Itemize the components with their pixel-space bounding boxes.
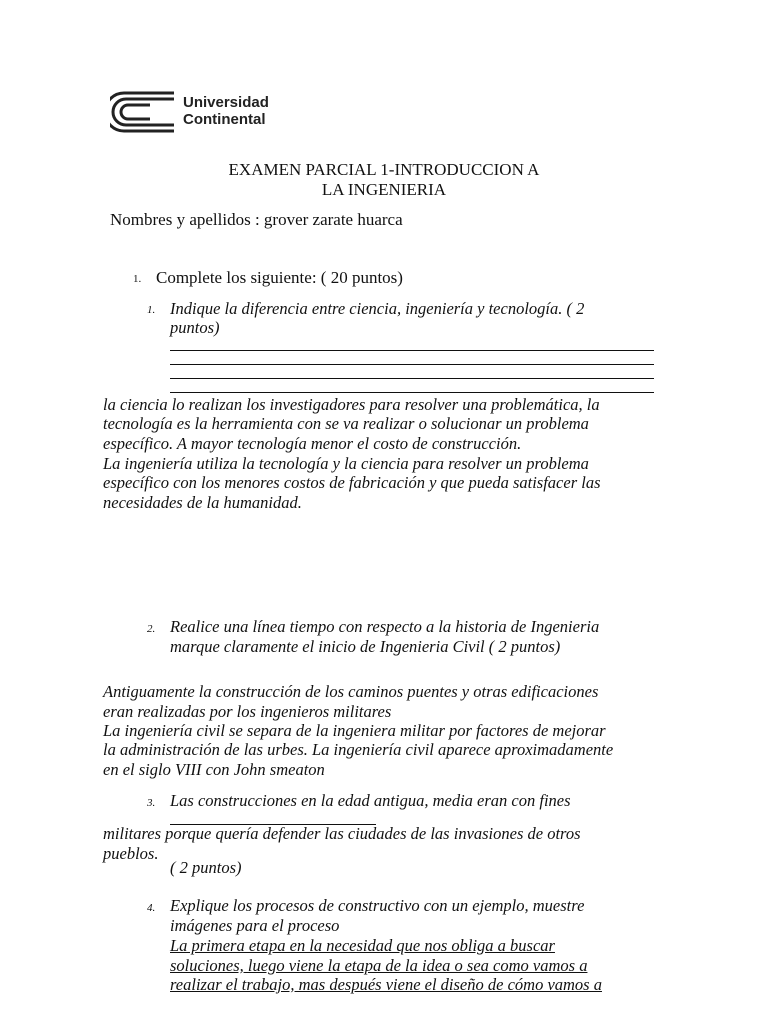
question-1-line-2: puntos) (170, 318, 220, 337)
question-1-number: 1. (147, 304, 156, 316)
question-4-number: 4. (147, 902, 156, 914)
question-2-line-1: Realice una línea tiempo con respecto a la historia de Ingenieria (170, 617, 600, 636)
question-3-line-1: Las construcciones en la edad antigua, media eran con fines (170, 791, 571, 810)
answer-line: Antiguamente la construcción de los caminos puentes y otras edificaciones (103, 682, 599, 701)
university-logo-icon (110, 90, 176, 134)
exam-title-line-1: EXAMEN PARCIAL 1-INTRODUCCION A (228, 160, 540, 179)
answer-line: realizar el trabajo, mas después viene el diseño de cómo vamos a (170, 975, 602, 994)
question-2-number: 2. (147, 623, 156, 635)
answer-blank-line (170, 364, 654, 365)
student-name-line: Nombres y apellidos : grover zarate huarca (110, 210, 403, 229)
question-4-line-1: Explique los procesos de constructivo con un ejemplo, muestre (170, 896, 585, 915)
answer-line: tecnología es la herramienta con se va realizar o solucionar un problema (103, 414, 589, 433)
section-number: 1. (133, 273, 142, 285)
answer-line: específico. A mayor tecnología menor el costo de construcción. (103, 434, 522, 453)
answer-line: La ingeniería utiliza la tecnología y la ciencia para resolver un problema (103, 454, 589, 473)
answer-line: La primera etapa en la necesidad que nos obliga a buscar (170, 936, 555, 955)
answer-blank-line (170, 392, 654, 393)
answer-blank-line (170, 350, 654, 351)
answer-line: específico con los menores costos de fabricación y que pueda satisfacer las (103, 473, 601, 492)
answer-line: militares porque quería defender las ciudades de las invasiones de otros (103, 824, 581, 843)
answer-line: pueblos. (103, 844, 159, 863)
question-3-number: 3. (147, 797, 156, 809)
logo-line-2: Continental (183, 111, 266, 128)
logo-text (183, 94, 269, 128)
answer-line: la administración de las urbes. La ingeniería civil aparece aproximadamente (103, 740, 614, 759)
logo-line-1: Universidad (183, 94, 269, 111)
answer-line: La ingeniería civil se separa de la ingeniera militar por factores de mejorar (103, 721, 606, 740)
answer-line: soluciones, luego viene la etapa de la idea o sea como vamos a (170, 956, 588, 975)
question-2-line-2: marque claramente el inicio de Ingenieria Civil ( 2 puntos) (170, 637, 561, 656)
question-3-points: ( 2 puntos) (170, 858, 242, 877)
answer-line: necesidades de la humanidad. (103, 493, 302, 512)
exam-title-line-2: LA INGENIERIA (321, 180, 447, 199)
answer-line: la ciencia lo realizan los investigadores para resolver una problemática, la (103, 395, 600, 414)
answer-blank-line (170, 378, 654, 379)
section-label: Complete los siguiente: ( 20 puntos) (156, 268, 403, 287)
answer-line: en el siglo VIII con John smeaton (103, 760, 325, 779)
question-4-line-2: imágenes para el proceso (170, 916, 340, 935)
answer-line: eran realizadas por los ingenieros militares (103, 702, 392, 721)
question-1-line-1: Indique la diferencia entre ciencia, ingeniería y tecnología. ( 2 (170, 299, 585, 318)
